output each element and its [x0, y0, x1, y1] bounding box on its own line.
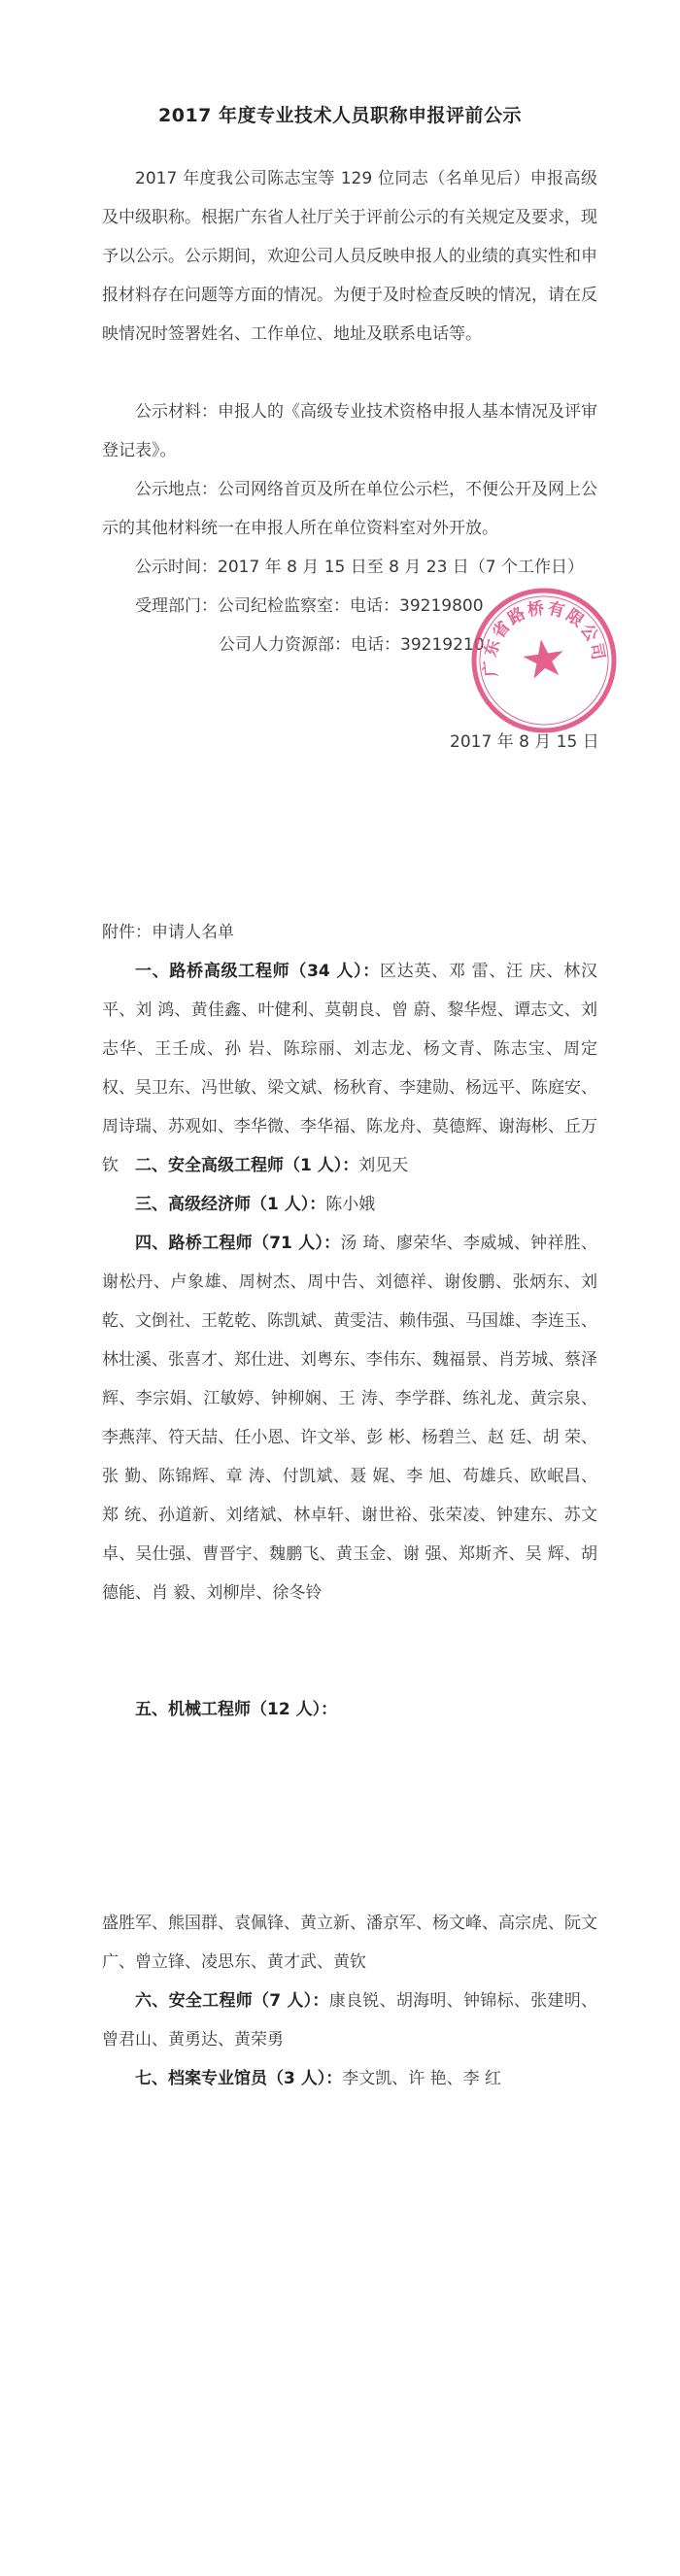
- category-names: 盛胜军、熊国群、袁佩锋、黄立新、潘京军、杨文峰、高宗虎、阮文广、曾立锋、凌思东、黄才武、黄钦: [102, 1914, 597, 1972]
- category-senior-safety: [102, 1146, 597, 1185]
- category-safety-engineer: [102, 1982, 597, 2059]
- category-heading: 六、安全工程师（7 人）：: [135, 1991, 329, 2011]
- publish-date: 2017 年 8 月 15 日: [450, 732, 599, 752]
- dept2-line: 公司人力资源部：电话：39219210: [219, 635, 485, 655]
- category-heading: 五、机械工程师（12 人）：: [135, 1700, 338, 1719]
- category-names: 区达英、邓 雷、汪 庆、林汉平、刘 鸿、黄佳鑫、叶健利、莫朝良、曾 蔚、黎华煜、谭志文、刘志华、王壬成、孙 岩、陈琮丽、刘志龙、杨文青、陈志宝、周定权、吴卫东、冯世敏、梁文斌、杨秋育、李建勋、杨远平、陈庭安、周诗瑞、苏观如、李华微、李华福、陈龙舟、莫德辉、谢海彬、丘万钦: [102, 962, 597, 1175]
- category-heading: 三、高级经济师（1 人）：: [135, 1195, 326, 1214]
- category-names: 刘见天: [358, 1156, 409, 1175]
- location-paragraph: 公示地点：公司网络首页及所在单位公示栏，不便公开及网上公示的其他材料统一在申报人所在单位资料室对外开放。: [102, 480, 597, 538]
- category-senior-economist: [102, 1185, 597, 1224]
- category-names: 陈小娥: [325, 1195, 376, 1214]
- period-line: 公示时间：2017 年 8 月 15 日至 8 月 23 日（7 个工作日）: [135, 558, 585, 577]
- seal-icon: [457, 573, 632, 749]
- category-names: 汤 琦、廖荣华、李威城、钟祥胜、谢松丹、卢象雄、周树杰、周中告、刘德祥、谢俊鹏、张炳东、刘 乾、文倒社、王乾乾、陈凯斌、黄雯洁、赖伟强、马国雄、李连玉、林壮溪、张喜才、郑仕进、刘粤东、李伟东、魏福景、肖芳城、蔡泽辉、李宗娟、江敏婷、钟柳娴、王 涛、李学群、练礼龙、黄宗泉、李燕萍、符天喆、任小恩、许文举、彭 彬、杨碧兰、赵 廷、胡 荣、张 勤、陈锦辉、章 涛、付凯斌、聂 娓、李 旭、苟雄兵、欧岷昌、郑 统、孙道新、刘绪斌、林卓轩、谢世裕、张荣凌、钟建东、苏文卓、吴仕强、曹晋宇、魏鹏飞、黄玉金、谢 强、郑斯齐、吴 辉、胡德能、肖 毅、刘柳岸、徐冬铃: [102, 1234, 598, 1603]
- intro-paragraph: 2017 年度我公司陈志宝等 129 位同志（名单见后）申报高级及中级职称。根据广东省人社厅关于评前公示的有关规定及要求，现予以公示。公示期间，欢迎公司人员反映申报人的业绩的真实性和申报材料存在问题等方面的情况。为便于及时检查反映的情况，请在反映情况时签署姓名、工作单位、地址及联系电话等。: [102, 169, 597, 344]
- category-archivist: [102, 2059, 597, 2098]
- page-title: 2017 年度专业技术人员职称申报评前公示: [158, 105, 522, 126]
- category-road-bridge-engineer: [102, 1224, 597, 1612]
- materials-paragraph: 公示材料：申报人的《高级专业技术资格申报人基本情况及评审登记表》。: [102, 402, 597, 460]
- category-mechanical-heading: [102, 1690, 597, 1729]
- category-heading: 四、路桥工程师（71 人）：: [135, 1234, 341, 1253]
- category-heading: 七、档案专业馆员（3 人）：: [135, 2069, 343, 2088]
- category-heading: 一、路桥高级工程师（34 人）：: [135, 962, 380, 981]
- seal-text: 广东省路桥有限公司: [480, 598, 608, 678]
- category-names: 李文凯、许 艳、李 红: [342, 2069, 502, 2088]
- dept1-line: 受理部门：公司纪检监察室：电话：39219800: [135, 596, 484, 616]
- company-seal: [457, 573, 632, 749]
- category-mechanical-names: [102, 1904, 597, 1982]
- category-names: 康良锐、胡海明、钟锦标、张建明、曾君山、黄勇达、黄荣勇: [102, 1991, 598, 2050]
- category-heading: 二、安全高级工程师（1 人）：: [135, 1156, 359, 1175]
- attachment-label: 附件：申请人名单: [102, 923, 234, 942]
